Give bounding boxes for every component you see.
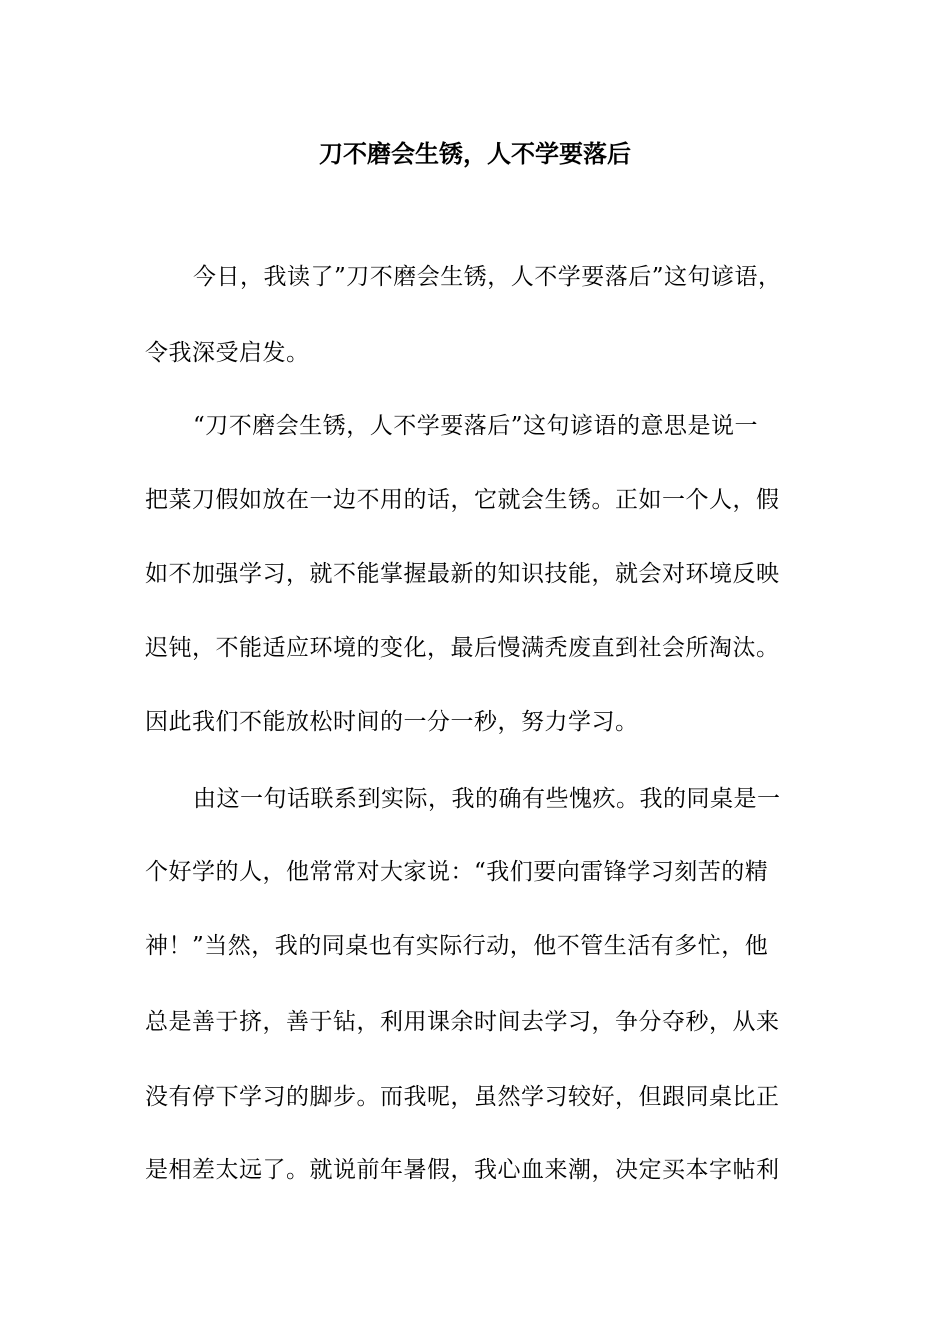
document-title: 刀不磨会生锈，人不学要落后 (319, 139, 631, 168)
paragraph-line: 总是善于挤，善于钻，利用课余时间去学习，争分夺秒，从来 (145, 1009, 780, 1035)
paragraph-line: 个好学的人，他常常对大家说：“我们要向雷锋学习刻苦的精 (145, 859, 769, 885)
paragraph-line: 令我深受启发。 (145, 340, 310, 366)
paragraph-line: “刀不磨会生锈，人不学要落后”这句谚语的意思是说一 (193, 413, 759, 439)
paragraph-line: 如不加强学习，就不能掌握最新的知识技能，就会对环境反映 (145, 561, 780, 587)
paragraph-line: 迟钝，不能适应环境的变化，最后慢满秃废直到社会所淘汰。 (145, 635, 780, 661)
paragraph-line: 把菜刀假如放在一边不用的话，它就会生锈。正如一个人，假 (145, 487, 780, 513)
paragraph-line: 没有停下学习的脚步。而我呢，虽然学习较好，但跟同桌比正 (145, 1084, 780, 1110)
paragraph-line: 是相差太远了。就说前年暑假，我心血来潮，决定买本字帖利 (145, 1157, 780, 1183)
paragraph-line: 今日，我读了”刀不磨会生锈，人不学要落后”这句谚语， (193, 264, 782, 290)
paragraph-line: 因此我们不能放松时间的一分一秒，努力学习。 (145, 709, 639, 735)
paragraph-line: 由这一句话联系到实际，我的确有些愧疚。我的同桌是一 (193, 786, 781, 812)
paragraph-line: 神！”当然，我的同桌也有实际行动，他不管生活有多忙，他 (145, 933, 769, 959)
